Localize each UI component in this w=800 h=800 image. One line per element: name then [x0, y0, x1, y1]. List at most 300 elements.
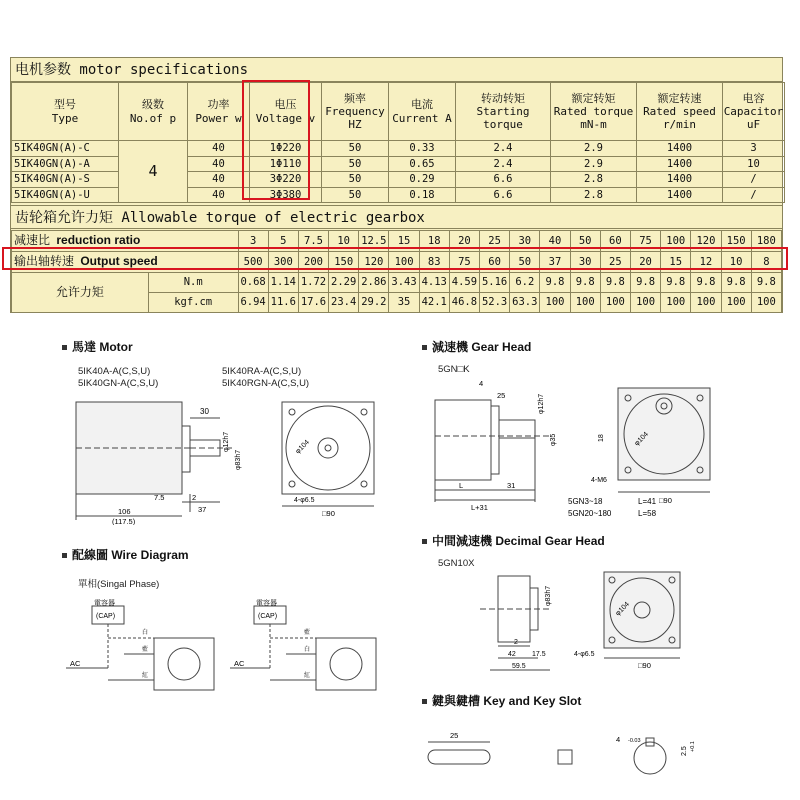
- gearbox-table: [11, 230, 782, 313]
- speed-value: 10: [729, 255, 743, 268]
- speed-value: 30: [578, 255, 592, 268]
- specs-title: 电机参数 motor specifications: [11, 58, 782, 82]
- key-dim-4: 4: [616, 735, 621, 744]
- motor-dim-bolt-circle: φ104: [294, 438, 311, 456]
- spec-header-8-line-1: Rated speed: [643, 104, 716, 118]
- nm-value: 4.13: [421, 276, 447, 289]
- spec-cell: [551, 172, 637, 188]
- spec-cell: [188, 141, 250, 157]
- spec-freq: 50: [348, 142, 362, 155]
- spec-header-3-line-1: Voltage v: [255, 111, 316, 125]
- key-tolerance: -0.03: [628, 738, 641, 744]
- spec-header-8-line-0: 额定转速: [657, 91, 702, 105]
- nm-cell: [630, 273, 660, 293]
- spec-header-cell: [119, 83, 188, 141]
- ratio-value: 20: [458, 234, 471, 247]
- nm-cell: [600, 273, 630, 293]
- kgf-cell: [510, 293, 540, 313]
- gearbox-title: 齿轮箱允许力矩 Allowable torque of electric gearbox: [11, 205, 782, 229]
- kgf-value: 35: [397, 296, 411, 309]
- spec-header-2-line-1: Power w: [195, 111, 242, 125]
- kgf-cell: [449, 293, 479, 313]
- spec-speed: 1400: [666, 157, 693, 170]
- gearhead-heading: [422, 338, 531, 355]
- drawings-section: [0, 320, 800, 800]
- spec-cell: [389, 156, 456, 172]
- spec-current: 0.29: [409, 173, 435, 186]
- kgf-value: 100: [545, 296, 565, 309]
- ratio-value: 40: [548, 234, 562, 247]
- torque-label-cell: [12, 273, 149, 313]
- key-heading-text: 鍵與鍵槽 Key and Key Slot: [432, 694, 582, 708]
- voltage-highlight-box: [242, 80, 310, 200]
- spec-cap: /: [750, 188, 757, 201]
- kgf-value: 100: [666, 296, 686, 309]
- motor-model-a: 5IK40A-A(C,S,U): [78, 366, 151, 377]
- spec-row-type-cell: [12, 187, 119, 203]
- motor-dim-7-5: 7.5: [154, 493, 165, 502]
- wire-red-cn: 紅: [142, 673, 149, 679]
- nm-cell: [449, 273, 479, 293]
- spec-header-cell: [637, 83, 723, 141]
- key-dim-25: 25: [450, 731, 459, 740]
- key-drawing: [420, 712, 700, 792]
- kgf-cell: [600, 293, 630, 313]
- speed-value: 200: [304, 255, 323, 268]
- kgf-value: 100: [636, 296, 656, 309]
- spec-header-8-line-2: r/min: [662, 118, 697, 132]
- spec-cell: [456, 156, 551, 172]
- wire-white-cn-right: 白: [304, 647, 311, 653]
- speed-value: 25: [609, 255, 622, 268]
- motor-dim-2: 2: [192, 493, 197, 502]
- speed-value: 150: [334, 255, 354, 268]
- speed-value: 50: [518, 255, 532, 268]
- spec-start: 6.6: [493, 173, 513, 186]
- kgf-cell: [721, 293, 751, 313]
- spec-voltage: 3Φ380: [269, 188, 302, 201]
- spec-cell: [188, 172, 250, 188]
- kgf-cell: [751, 293, 781, 313]
- spec-header-4-line-1: Frequency: [325, 104, 385, 118]
- kgf-cell: [540, 293, 570, 313]
- spec-header-7-line-0: 额定转矩: [571, 91, 616, 105]
- gearhead-dim-31: 31: [507, 481, 516, 490]
- nm-value: 9.8: [636, 276, 656, 289]
- spec-header-2-line-0: 功率: [207, 98, 230, 112]
- speed-value: 500: [243, 255, 263, 268]
- spec-voltage: 1Φ220: [269, 142, 302, 155]
- motor-heading-text: 馬達 Motor: [72, 340, 133, 354]
- nm-value: 9.8: [605, 276, 625, 289]
- spec-header-cell: [12, 83, 119, 141]
- bullet-square-icon: [422, 345, 427, 350]
- motor-model-d: 5IK40RGN-A(C,S,U): [222, 378, 310, 389]
- spec-header-9-line-2: uF: [746, 118, 761, 132]
- spec-cap: /: [750, 173, 757, 186]
- ratio-value: 100: [666, 234, 686, 247]
- nm-value: 9.8: [666, 276, 686, 289]
- spec-header-cell: [456, 83, 551, 141]
- nm-value: 9.8: [575, 276, 595, 289]
- gearhead-note-range-a: 5GN3~18: [568, 497, 603, 506]
- spec-header-0-line-0: 型号: [54, 98, 76, 112]
- decimal-dim-2: 2: [514, 639, 518, 646]
- spec-cell: [188, 156, 250, 172]
- bullet-square-icon: [422, 699, 427, 704]
- decimal-dim-holes: 4-φ6.5: [574, 651, 595, 658]
- motor-spec-table: [11, 82, 785, 203]
- kgf-value: 11.6: [270, 296, 296, 309]
- nm-cell: [238, 273, 268, 293]
- bullet-square-icon: [62, 553, 67, 558]
- kgf-value: 100: [696, 296, 716, 309]
- wire-cap-en-left: (CAP): [96, 613, 116, 620]
- nm-cell: [510, 273, 540, 293]
- kgf-cell: [298, 293, 328, 313]
- spec-header-cell: [322, 83, 389, 141]
- bullet-square-icon: [422, 539, 427, 544]
- kgf-label-cell: [148, 293, 238, 313]
- nm-cell: [540, 273, 570, 293]
- kgf-cell: [359, 293, 389, 313]
- nm-cell: [721, 273, 751, 293]
- spec-header-4-line-2: HZ: [348, 118, 362, 132]
- nm-value: 9.8: [545, 276, 565, 289]
- spec-cell: [637, 141, 723, 157]
- spec-cap: 3: [750, 142, 757, 155]
- spec-row-type-cell: [12, 141, 119, 157]
- gearhead-dim-l: L: [459, 481, 464, 490]
- motor-dim-holes: 4-φ6.5: [294, 497, 315, 504]
- nm-label-cell: [148, 273, 238, 293]
- gearhead-dim-4: 4: [479, 379, 484, 388]
- speed-label-cn: 输出轴转速: [14, 254, 75, 269]
- kgf-cell: [691, 293, 721, 313]
- motor-dim-shaft: φ12h7: [223, 431, 230, 452]
- ratio-value: 30: [518, 234, 532, 247]
- motor-dim-106: 106: [118, 507, 131, 516]
- motor-dim-30: 30: [200, 407, 209, 416]
- decimal-heading-text: 中間減速機 Decimal Gear Head: [432, 534, 605, 548]
- decimal-dim-square: □90: [638, 661, 651, 670]
- spec-power: 40: [212, 188, 225, 201]
- spec-cell: [389, 141, 456, 157]
- spec-header-7-line-1: Rated torque: [553, 104, 634, 118]
- spec-cell: [637, 156, 723, 172]
- ratio-value: 60: [609, 234, 622, 247]
- spec-header-cell: [723, 83, 785, 141]
- spec-type: 5IK40GN(A)-A: [14, 157, 90, 170]
- kgf-value: 17.6: [300, 296, 327, 309]
- wire-cap-en-right: (CAP): [258, 613, 278, 620]
- motor-dim-pilot: φ83h7: [235, 449, 242, 470]
- spec-header-1-line-0: 级数: [142, 98, 164, 112]
- gearhead-dim-35: φ35: [550, 433, 557, 446]
- nm-value: 4.59: [451, 276, 478, 289]
- spec-cell: [389, 172, 456, 188]
- spec-header-9-line-1: Capacitor: [723, 104, 784, 118]
- speed-value: 8: [763, 255, 770, 268]
- nm-cell: [691, 273, 721, 293]
- wire-heading-text: 配線圖 Wire Diagram: [72, 548, 189, 562]
- kgf-cell: [268, 293, 298, 313]
- spec-speed: 1400: [666, 188, 693, 201]
- motor-specifications-panel: [10, 57, 783, 313]
- spec-type: 5IK40GN(A)-C: [14, 142, 90, 155]
- gearhead-note-length-b: L=58: [638, 509, 657, 518]
- spec-header-6-line-2: torque: [483, 118, 523, 132]
- kgf-cell: [570, 293, 600, 313]
- gearhead-drawing: [425, 376, 755, 524]
- nm-cell: [419, 273, 449, 293]
- spec-cell: [389, 187, 456, 203]
- spec-cell: [723, 156, 785, 172]
- spec-poles-cell: [119, 141, 188, 203]
- speed-value: 20: [639, 255, 652, 268]
- spec-header-6-line-0: 转动转矩: [481, 91, 525, 105]
- wire-heading: [62, 546, 189, 563]
- spec-cell: [322, 172, 389, 188]
- ratio-value: 18: [427, 234, 441, 247]
- nm-value: 3.43: [391, 276, 417, 289]
- spec-header-cell: [389, 83, 456, 141]
- kgf-value: 100: [726, 296, 746, 309]
- spec-row-type-cell: [12, 156, 119, 172]
- motor-dim-square: □90: [322, 509, 335, 518]
- key-heading: [422, 692, 581, 709]
- spec-voltage: 1Φ110: [269, 157, 302, 170]
- wire-blue-cn-right: 藍: [304, 630, 311, 636]
- key-dim-2-5: 2.5: [681, 746, 688, 756]
- spec-poles: 4: [148, 161, 158, 180]
- spec-cell: [637, 187, 723, 203]
- spec-start: 6.6: [493, 188, 513, 201]
- spec-cell: [723, 141, 785, 157]
- nm-value: 0.68: [240, 276, 266, 289]
- decimal-dim-17-5: 17.5: [532, 651, 546, 658]
- spec-cell: [322, 187, 389, 203]
- spec-header-4-line-0: 频率: [344, 91, 366, 105]
- spec-header-5-line-0: 电流: [411, 98, 433, 112]
- decimal-dim-pilot: φ83h7: [545, 585, 552, 606]
- kgf-cell: [238, 293, 268, 313]
- spec-freq: 50: [348, 157, 362, 170]
- gearhead-note-length-a: L=41: [638, 497, 657, 506]
- gearhead-dim-square: □90: [659, 496, 672, 505]
- ratio-label-cn: 减速比: [14, 233, 51, 248]
- ratio-value: 15: [397, 234, 411, 247]
- kgf-cell: [661, 293, 691, 313]
- wire-phase: 單相(Singal Phase): [78, 579, 160, 590]
- decimal-heading: [422, 532, 605, 549]
- torque-label-cn: 允许力矩: [55, 284, 104, 299]
- kgf-label: kgf.cm: [174, 296, 213, 309]
- spec-rated_torque: 2.9: [584, 142, 603, 155]
- key-tolerance-slot: +0.1: [690, 741, 696, 752]
- kgf-value: 52.3: [481, 296, 508, 309]
- spec-cell: [723, 187, 785, 203]
- ratio-value: 3: [249, 234, 257, 247]
- spec-freq: 50: [348, 173, 362, 186]
- spec-rated_torque: 2.8: [584, 173, 603, 186]
- kgf-cell: [419, 293, 449, 313]
- spec-power: 40: [212, 173, 225, 186]
- spec-cell: [637, 172, 723, 188]
- speed-value: 75: [458, 255, 471, 268]
- spec-row-type-cell: [12, 172, 119, 188]
- gearhead-dim-25: 25: [497, 391, 506, 400]
- speed-value: 300: [273, 255, 293, 268]
- spec-voltage: 3Φ220: [269, 173, 302, 186]
- ratio-value: 12.5: [361, 234, 387, 247]
- gearhead-dim-bolt-circle: φ104: [633, 430, 650, 448]
- nm-value: 9.8: [726, 276, 746, 289]
- spec-header-3-line-0: 电压: [274, 98, 297, 112]
- nm-value: 2.86: [361, 276, 387, 289]
- wire-cap-cn-left: 電容器: [94, 600, 115, 607]
- ratio-value: 10: [337, 234, 350, 247]
- ratio-value: 150: [726, 234, 746, 247]
- kgf-value: 63.3: [512, 296, 538, 309]
- wire-white-cn: 白: [142, 630, 149, 636]
- speed-value: 12: [699, 255, 713, 268]
- spec-power: 40: [212, 157, 225, 170]
- kgf-cell: [389, 293, 419, 313]
- nm-cell: [570, 273, 600, 293]
- kgf-value: 100: [575, 296, 595, 309]
- spec-speed: 1400: [666, 173, 693, 186]
- decimal-dim-59-5: 59.5: [512, 663, 526, 670]
- spec-cell: [456, 141, 551, 157]
- spec-header-0-line-1: Type: [51, 111, 79, 125]
- spec-header-cell: [551, 83, 637, 141]
- spec-cell: [322, 156, 389, 172]
- ratio-value: 75: [639, 234, 652, 247]
- spec-current: 0.33: [409, 142, 435, 155]
- wire-ac-right: AC: [234, 659, 245, 668]
- nm-cell: [389, 273, 419, 293]
- bullet-square-icon: [62, 345, 67, 350]
- spec-cell: [723, 172, 785, 188]
- gearhead-model: 5GN□K: [438, 364, 470, 375]
- spec-cell: [456, 187, 551, 203]
- spec-rated_torque: 2.9: [584, 157, 603, 170]
- gearhead-note-range-b: 5GN20~180: [568, 509, 612, 518]
- spec-type: 5IK40GN(A)-S: [14, 173, 90, 186]
- nm-cell: [268, 273, 298, 293]
- speed-value: 83: [427, 255, 441, 268]
- nm-value: 1.14: [270, 276, 296, 289]
- gearhead-dim-m6: 4-M6: [591, 477, 607, 484]
- kgf-value: 46.8: [451, 296, 478, 309]
- kgf-value: 29.2: [361, 296, 387, 309]
- spec-rated_torque: 2.8: [584, 188, 603, 201]
- decimal-drawing: [470, 566, 690, 678]
- spec-cell: [551, 141, 637, 157]
- nm-cell: [329, 273, 359, 293]
- decimal-model: 5GN10X: [438, 558, 475, 569]
- spec-cell: [188, 187, 250, 203]
- wire-cap-cn-right: 電容器: [256, 600, 277, 607]
- nm-value: 1.72: [300, 276, 327, 289]
- wire-ac-left: AC: [70, 659, 81, 668]
- spec-power: 40: [212, 142, 225, 155]
- spec-header-5-line-1: Current A: [392, 111, 452, 125]
- spec-cell: [322, 141, 389, 157]
- spec-start: 2.4: [493, 157, 513, 170]
- spec-header-1-line-1: No.of p: [129, 111, 177, 125]
- speed-value: 120: [364, 255, 384, 268]
- spec-freq: 50: [348, 188, 362, 201]
- gearhead-dim-18: 18: [598, 434, 605, 442]
- gearhead-dim-shaft: φ12h7: [538, 393, 545, 414]
- kgf-cell: [480, 293, 510, 313]
- spec-speed: 1400: [666, 142, 693, 155]
- kgf-value: 23.4: [331, 296, 357, 309]
- spec-header-cell: [188, 83, 250, 141]
- nm-value: 6.2: [515, 276, 535, 289]
- decimal-dim-42: 42: [508, 651, 516, 658]
- kgf-value: 100: [605, 296, 625, 309]
- kgf-cell: [630, 293, 660, 313]
- nm-cell: [751, 273, 781, 293]
- spec-cell: [551, 187, 637, 203]
- ratio-value: 120: [696, 234, 716, 247]
- nm-value: 5.16: [481, 276, 508, 289]
- nm-cell: [298, 273, 328, 293]
- wire-red-cn-right: 紅: [304, 673, 311, 679]
- ratio-value: 5: [280, 234, 287, 247]
- spec-current: 0.18: [409, 188, 435, 201]
- nm-label: N.m: [183, 276, 203, 289]
- spec-type: 5IK40GN(A)-U: [14, 188, 90, 201]
- ratio-value: 7.5: [304, 234, 323, 247]
- wire-diagram: [58, 596, 378, 696]
- spec-header-6-line-1: Starting: [476, 104, 530, 118]
- gearhead-dim-l31: L+31: [471, 503, 488, 512]
- motor-model-b: 5IK40GN-A(C,S,U): [78, 378, 159, 389]
- motor-dim-117: (117.5): [112, 517, 136, 525]
- spec-start: 2.4: [493, 142, 513, 155]
- motor-drawing: [62, 390, 392, 525]
- kgf-cell: [329, 293, 359, 313]
- kgf-value: 6.94: [240, 296, 266, 309]
- nm-cell: [661, 273, 691, 293]
- speed-label-en: Output speed: [80, 254, 158, 269]
- output-speed-highlight-box: [2, 247, 788, 270]
- spec-cap: 10: [747, 157, 760, 170]
- speed-value: 15: [669, 255, 683, 268]
- nm-value: 9.8: [696, 276, 716, 289]
- speed-value: 37: [548, 255, 562, 268]
- spec-header-7-line-2: mN-m: [580, 118, 607, 132]
- ratio-value: 50: [578, 234, 592, 247]
- spec-current: 0.65: [409, 157, 435, 170]
- nm-cell: [480, 273, 510, 293]
- spec-cell: [456, 172, 551, 188]
- ratio-value: 180: [756, 234, 776, 247]
- speed-value: 100: [394, 255, 414, 268]
- motor-model-c: 5IK40RA-A(C,S,U): [222, 366, 302, 377]
- nm-cell: [359, 273, 389, 293]
- speed-value: 60: [488, 255, 501, 268]
- spec-header-9-line-0: 电容: [742, 91, 765, 105]
- kgf-value: 100: [756, 296, 776, 309]
- spec-cell: [551, 156, 637, 172]
- nm-value: 9.8: [756, 276, 776, 289]
- ratio-label-en: reduction ratio: [56, 233, 141, 248]
